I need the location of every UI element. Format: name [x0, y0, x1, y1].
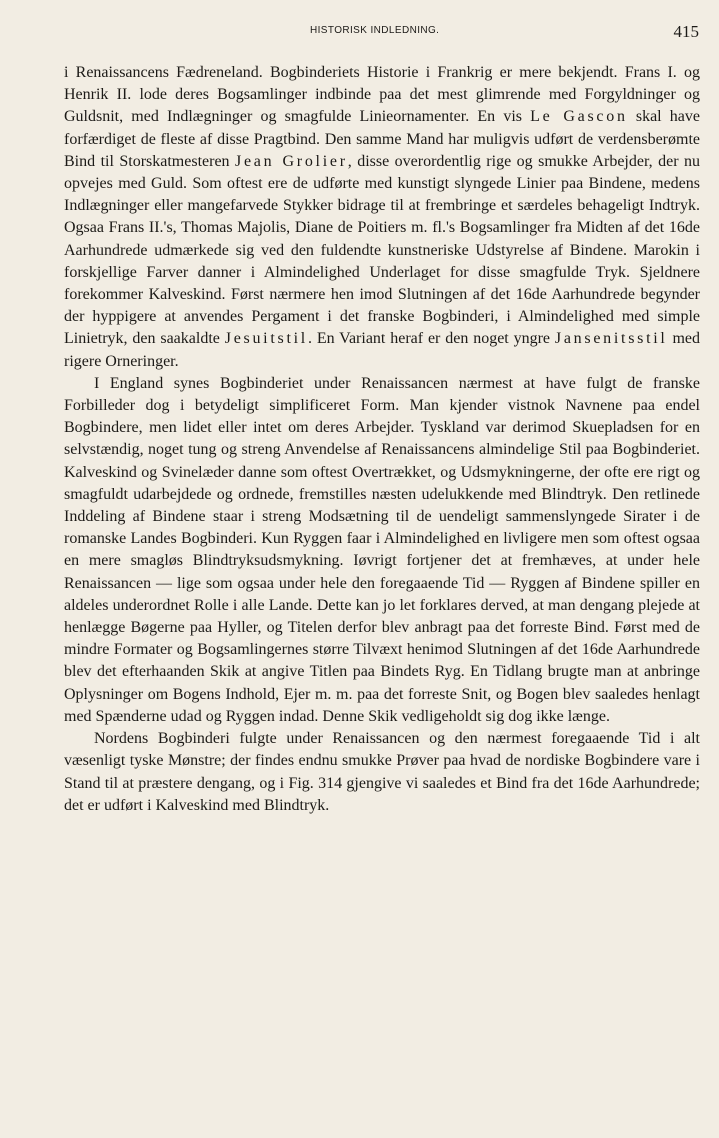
- running-head: HISTORISK INDLEDNING.: [310, 25, 440, 36]
- paragraph-1: [64, 62, 700, 373]
- paragraph-text: i Renaissancens Fædreneland. Bogbinderiets Historie i Frankrig er mere bekjendt. Frans I. og Henrik II. lode deres Bogsamlinger indbinde paa det mest glimrende med Forgyldninger og Guldsnit, med Indlægninger og smagfulde Linieornamenter. En vis: [64, 64, 700, 126]
- show-through-bleed: [64, 1040, 700, 1070]
- spaced-term-jansenitsstil: Jansenitsstil: [554, 330, 668, 348]
- spaced-name-jean-grolier: Jean Grolier: [235, 152, 348, 170]
- page-header: [64, 22, 700, 44]
- paragraph-text: med rigere Orneringer.: [64, 330, 700, 370]
- spaced-term-jesuitstil: Jesuitstil: [224, 330, 308, 348]
- paragraph-text: , disse overordentlig rige og smukke Arbejder, der nu opvejes med Guld. Som oftest ere de udførte med kunstigt slyngede Linier paa Bindene, medens Indlægninger eller mangefarvede Stykker bidrage til at frembringe et særdeles behageligt Indtryk. Ogsaa Frans II.'s, Thomas Majolis, Diane de Poitiers m. fl.'s Bogsamlinger fra Midten af det 16de Aarhundrede udmærkede sig ved den fuldendte kunstneriske Udstyrelse af Bindene. Marokin i forskjellige Farver danner i Almindelighed Underlaget for disse smagfulde Tryk. Sjeldnere forekommer Kalveskind. Først nærmere hen imod Slutningen af det 16de Aarhundrede begynder der hyppigere at anvendes Pergament i det franske Bogbinderi, i Almindelighed med simple Linietryk, den saakaldte: [64, 152, 700, 348]
- spaced-name-le-gascon: Le Gascon: [530, 108, 628, 126]
- page-number: 415: [673, 22, 699, 41]
- paragraph-2: I England synes Bogbinderiet under Renaissancen nærmest at have fulgt de franske Forbilleder dog i betydeligt simplificeret Form. Man kjender vistnok Navnene paa endel Bogbindere, men lidet eller intet om deres Arbejder. Tyskland var derimod Skuepladsen for en selvstændig, noget tung og streng Anvendelse af Renaissancens almindelige Stil paa Bogbinderiet. Kalveskind og Svinelæder danne som oftest Overtrækket, og Udsmykningerne, der ofte ere rigt og smagfuldt udarbejdede og ordnede, fremstilles næsten udelukkende med Blindtryk. Den retlinede Inddeling af Bindene staar i streng Modsætning til de uendeligt sammenslyngede Sirater i de romanske Landes Bogbinderi. Kun Ryggen faar i Almindelighed en livligere men som oftest ogsaa en mere smagløs Blindtryksudsmykning. Iøvrigt fortjener det at fremhæves, at under hele Renaissancen — lige som ogsaa under hele den foregaaende Tid — Ryggen af Bindene spiller en aldeles underordnet Rolle i alle Lande. Dette kan jo let forklares derved, at man dengang plejede at henlægge Bøgerne paa Hyller, og Titelen derfor blev anbragt paa det forreste Bind. Først med de mindre Formater og Bogsamlingernes større Tilvæxt henimod Slutningen af det 16de Aarhundrede blev det efterhaanden Skik at angive Titlen paa Bindets Ryg. En Tidlang brugte man at anbringe Oplysninger om Bogens Indhold, Ejer m. m. paa det forreste Snit, og Bogen blev saaledes henlagt med Spænderne udad og Ryggen indad. Denne Skik vedligeholdt sig dog ikke længe.: [64, 374, 700, 725]
- paragraph-text: skal have forfærdiget de fleste af disse Pragtbind. Den samme Mand har muligvis udført de verdensberømte Bind til Storskatmesteren: [64, 108, 701, 170]
- body-text: [64, 62, 700, 817]
- paragraph-text: . En Variant heraf er den noget yngre: [307, 330, 555, 348]
- paragraph-3: Nordens Bogbinderi fulgte under Renaissancen og den nærmest foregaaende Tid i alt væsenligt tyske Mønstre; der findes endnu smukke Prøver paa hvad de nordiske Bogbindere vare i Stand til at præstere dengang, og i Fig. 314 gjengive vi saaledes et Bind fra det 16de Aarhundrede; det er udført i Kalveskind med Blindtryk.: [64, 730, 700, 814]
